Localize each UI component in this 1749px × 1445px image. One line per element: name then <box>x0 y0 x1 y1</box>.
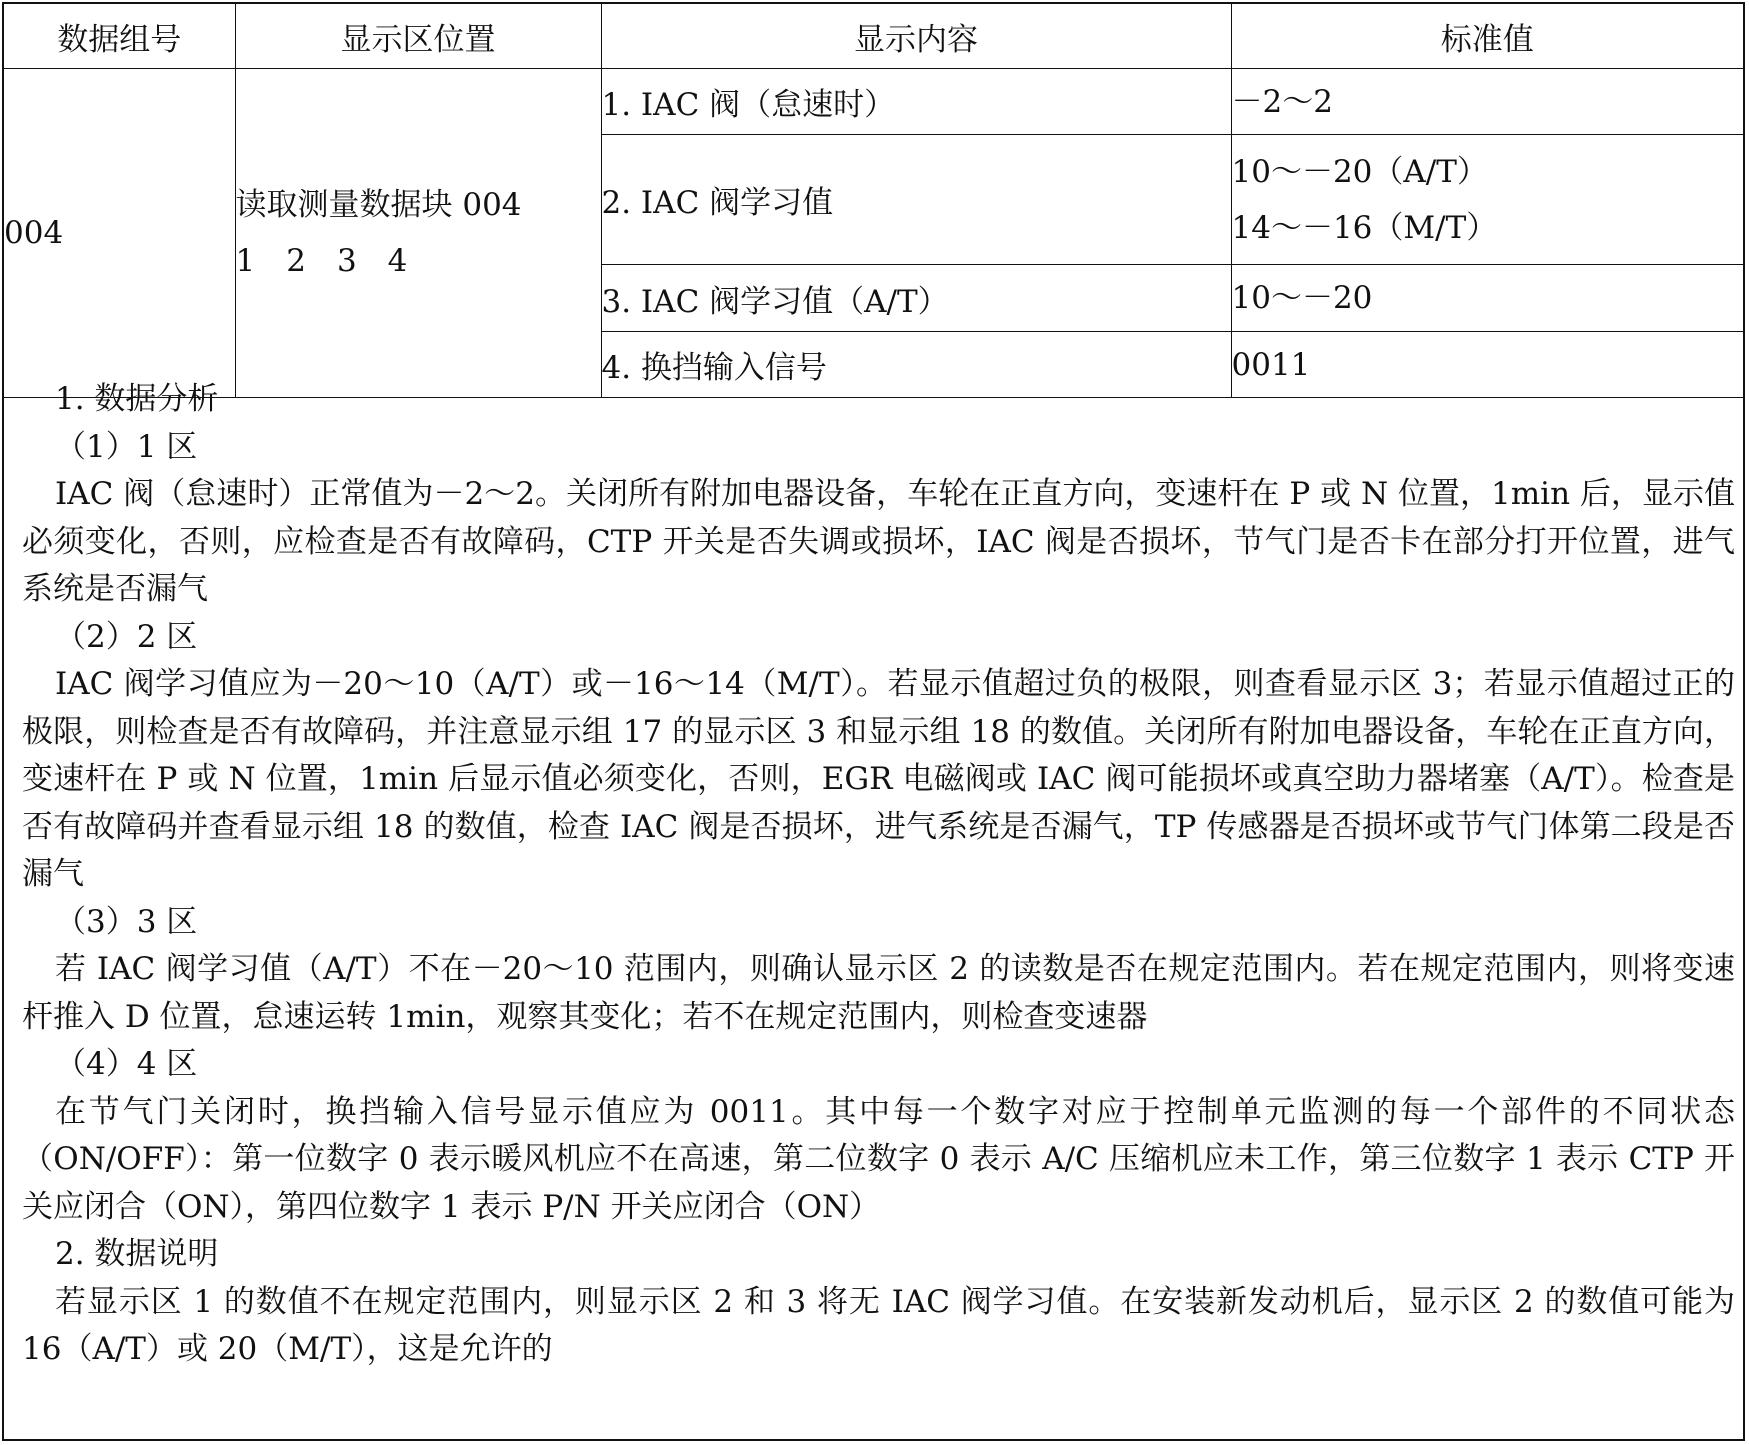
header-display-content: 显示内容 <box>601 4 1231 69</box>
standard-value: 10～－20（A/T） <box>1231 153 1488 190</box>
content-cell-2: 2. IAC 阀学习值 <box>601 135 1231 265</box>
display-position-line1: 读取测量数据块 004 <box>235 187 522 223</box>
section2-text: 若显示区 1 的数值不在规定范围内，则显示区 2 和 3 将无 IAC 阀学习值。在安装新发动机后，显示区 2 的数值可能为 16（A/T）或 20（M/T），这是允许的 <box>22 1283 1735 1367</box>
standard-value: －2～2 <box>1231 83 1333 120</box>
analysis-section <box>22 376 1735 1374</box>
group-number-cell: 004 <box>4 69 235 398</box>
zone3-title: （3）3 区 <box>55 903 198 940</box>
standard-value: 14～－16（M/T） <box>1231 209 1498 246</box>
standard-cell-1 <box>1231 69 1743 135</box>
standard-cell-3 <box>1231 265 1743 332</box>
header-standard-value: 标准值 <box>1231 4 1743 69</box>
zone2-text: IAC 阀学习值应为－20～10（A/T）或－16～14（M/T）。若显示值超过负的极限，则查看显示区 3；若显示值超过正的极限，则检查是否有故障码，并注意显示组 17 的显示区 3 和显示组 18 的数值。关闭所有附加电器设备，车轮在正直方向，变速杆在 P 或 N 位置，1min 后显示值必须变化，否则，EGR 电磁阀或 IAC 阀可能损坏或真空助力器堵塞（A/T）。检查是否有故障码并查看显示组 18 的数值，检查 IAC 阀是否损坏，进气系统是否漏气，TP 传感器是否损坏或节气门体第二段是否漏气 <box>22 666 1735 892</box>
zone2-title: （2）2 区 <box>55 618 198 655</box>
header-group-number: 数据组号 <box>4 4 235 69</box>
data-table <box>4 4 1743 398</box>
standard-value: 0011 <box>1231 346 1311 383</box>
content-cell-3: 3. IAC 阀学习值（A/T） <box>601 265 1231 332</box>
section1-title: 1. 数据分析 <box>55 381 219 417</box>
content-cell-1: 1. IAC 阀（怠速时） <box>601 69 1231 135</box>
zone3-text: 若 IAC 阀学习值（A/T）不在－20～10 范围内，则确认显示区 2 的读数是否在规定范围内。若在规定范围内，则将变速杆推入 D 位置，怠速运转 1min，观察其变化；若不在规定范围内，则检查变速器 <box>22 951 1735 1035</box>
display-position-cell <box>235 69 601 398</box>
standard-cell-2 <box>1231 135 1743 265</box>
zone4-title: （4）4 区 <box>55 1046 198 1082</box>
section2-title: 2. 数据说明 <box>55 1236 219 1272</box>
document-frame <box>2 2 1745 1441</box>
zone4-text: 在节气门关闭时，换挡输入信号显示值应为 0011。其中每一个数字对应于控制单元监测的每一个部件的不同状态（ON/OFF）：第一位数字 0 表示暖风机应不在高速，第二位数字 0 表示 A/C 压缩机应未工作，第三位数字 1 表示 CTP 开关应闭合（ON），第四位数字 1 表示 P/N 开关应闭合（ON） <box>22 1093 1735 1225</box>
display-position-line2: 1 2 3 4 <box>235 243 408 279</box>
table-row <box>4 69 1743 135</box>
standard-value: 10～－20 <box>1231 280 1373 316</box>
zone1-title: （1）1 区 <box>55 428 198 465</box>
table-header-row <box>4 4 1743 69</box>
content-cell-4: 4. 换挡输入信号 <box>601 332 1231 398</box>
zone1-text: IAC 阀（怠速时）正常值为－2～2。关闭所有附加电器设备，车轮在正直方向，变速杆在 P 或 N 位置，1min 后，显示值必须变化，否则，应检查是否有故障码，CTP 开关是否失调或损坏，IAC 阀是否损坏，节气门是否卡在部分打开位置，进气系统是否漏气 <box>22 476 1735 607</box>
header-display-position: 显示区位置 <box>235 4 601 69</box>
